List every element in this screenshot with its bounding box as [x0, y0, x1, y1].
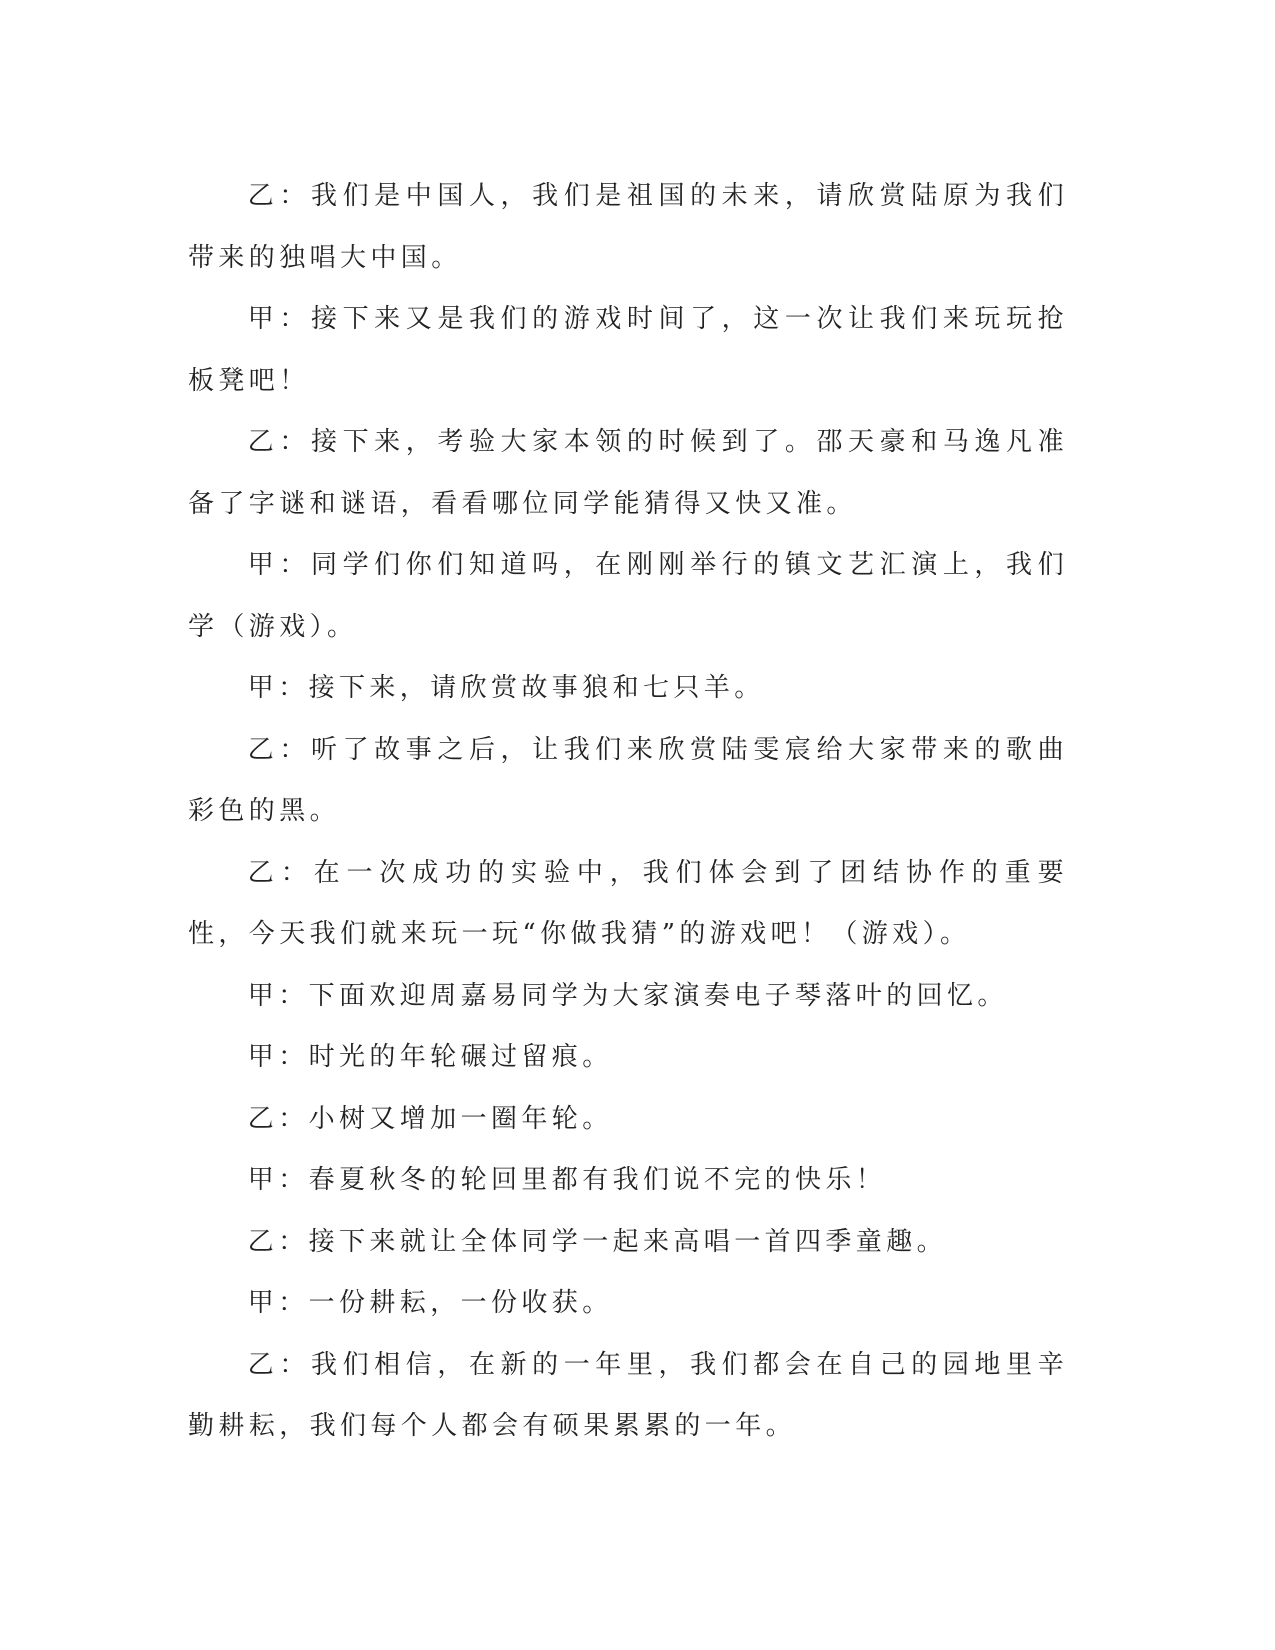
- paragraph: 甲：接下来，请欣赏故事狼和七只羊。: [247, 673, 765, 703]
- paragraph: 乙：我们是中国人，我们是祖国的未来，请欣赏陆原为我们带来的独唱大中国。: [188, 181, 1068, 273]
- paragraph: 甲：一份耕耘，一份收获。: [247, 1288, 613, 1318]
- paragraph: 乙：小树又增加一圈年轮。: [247, 1103, 613, 1134]
- paragraph: 甲：同学们你们知道吗，在刚刚举行的镇文艺汇演上，我们学（游戏）。: [188, 550, 1068, 642]
- paragraph: 甲：春夏秋冬的轮回里都有我们说不完的快乐！: [247, 1165, 887, 1195]
- document-body: [188, 166, 1068, 1458]
- paragraph: 乙：听了故事之后，让我们来欣赏陆雯宸给大家带来的歌曲彩色的黑。: [188, 734, 1068, 826]
- paragraph: 乙：我们相信，在新的一年里，我们都会在自己的园地里辛勤耕耘，我们每个人都会有硕果累累的一年。: [188, 1349, 1068, 1441]
- paragraph: 甲：接下来又是我们的游戏时间了，这一次让我们来玩玩抢板凳吧！: [188, 304, 1068, 396]
- paragraph: 乙：在一次成功的实验中，我们体会到了团结协作的重要性，今天我们就来玩一玩“你做我猜”的游戏吧！（游戏）。: [188, 857, 1068, 949]
- paragraph: 甲：下面欢迎周嘉易同学为大家演奏电子琴落叶的回忆。: [247, 980, 1008, 1011]
- paragraph: 乙：接下来就让全体同学一起来高唱一首四季童趣。: [247, 1226, 947, 1257]
- paragraph: 甲：时光的年轮碾过留痕。: [247, 1042, 613, 1072]
- paragraph: 乙：接下来，考验大家本领的时候到了。邵天豪和马逸凡准备了字谜和谜语，看看哪位同学能猜得又快又准。: [188, 427, 1068, 519]
